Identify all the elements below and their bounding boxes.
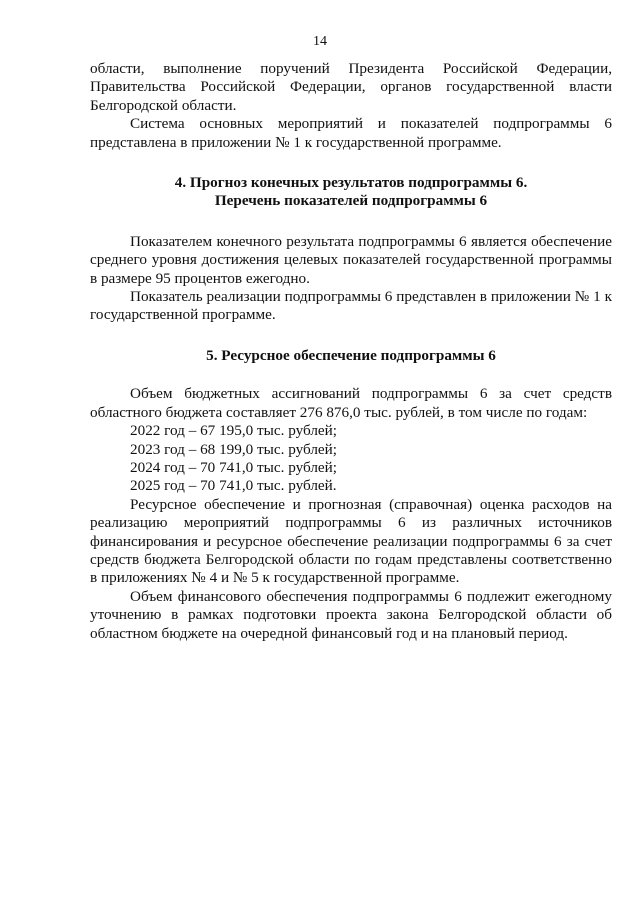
section-5-title: 5. Ресурсное обеспечение подпрограммы 6 xyxy=(206,346,496,364)
section-5-paragraph-3: Объем финансового обеспечения подпрограммы 6 подлежит ежегодному уточнению в рамках подготовки проекта закона Белгородской области об областном бюджете на очередной финансовый год и на плановый период. xyxy=(90,587,612,642)
budget-year-item: 2022 год – 67 195,0 тыс. рублей; xyxy=(130,422,338,440)
budget-year-item: 2025 год – 70 741,0 тыс. рублей. xyxy=(130,477,337,495)
intro-paragraph-2: Система основных мероприятий и показателей подпрограммы 6 представлена в приложении № 1 к государственной программе. xyxy=(90,115,612,151)
section-5-paragraph-2: Ресурсное обеспечение и прогнозная (справочная) оценка расходов на реализацию мероприятий подпрограммы 6 из различных источников финансирования и ресурсное обеспечение реализации подпрограммы 6 за счет средств бюджета Белгородской области по годам представлены соответственно в приложениях № 4 и № 5 к государственной программе. xyxy=(90,495,612,587)
section-4-title-line-2: Перечень показателей подпрограммы 6 xyxy=(214,192,488,210)
budget-year-item: 2023 год – 68 199,0 тыс. рублей; xyxy=(130,440,338,458)
section-4-title-line-1: 4. Прогноз конечных результатов подпрограммы 6. xyxy=(174,174,528,192)
section-4-paragraph-2: Показатель реализации подпрограммы 6 представлен в приложении № 1 к государственной программе. xyxy=(90,288,612,324)
section-5-paragraph-1: Объем бюджетных ассигнований подпрограммы 6 за счет средств областного бюджета составляет 276 876,0 тыс. рублей, в том числе по годам: xyxy=(90,385,612,421)
page-number: 14 xyxy=(313,34,327,49)
section-4-paragraph-1: Показателем конечного результата подпрограммы 6 является обеспечение среднего уровня достижения целевых показателей государственной программы в размере 95 процентов ежегодно. xyxy=(90,232,612,287)
intro-paragraph-1: области, выполнение поручений Президента Российской Федерации, Правительства Российской Федерации, органов государственной власти Белгородской области. xyxy=(90,60,612,114)
budget-year-item: 2024 год – 70 741,0 тыс. рублей; xyxy=(130,458,338,476)
document-body xyxy=(90,60,612,643)
